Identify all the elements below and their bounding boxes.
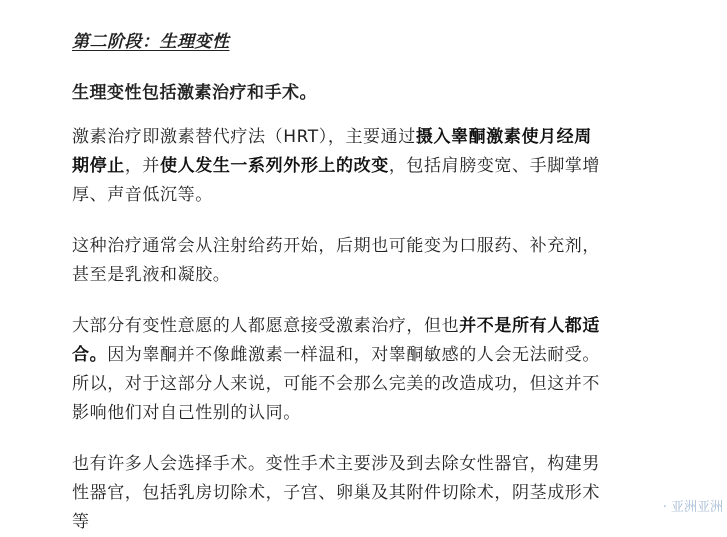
- section-heading: 第二阶段：生理变性: [72, 32, 230, 52]
- bold-text: 摄入睾酮激素使月经周: [415, 127, 592, 147]
- paragraph-line: 也有许多人会选择手术。变性手术主要涉及到去除女性器官，构建男: [72, 454, 600, 474]
- paragraph-line: 甚至是乳液和凝胶。: [72, 265, 231, 285]
- paragraph-tolerance: [72, 312, 667, 428]
- text-run: 因为睾酮并不像雌激素一样温和，对睾酮敏感的人会无法耐受。: [107, 345, 601, 365]
- text-run: ，并: [124, 156, 161, 176]
- paragraph-line: [72, 341, 667, 370]
- text-run: 大部分有变性意愿的人都愿意接受激素治疗，但也: [72, 316, 460, 336]
- paragraph-line: 性器官，包括乳房切除术，子宫、卵巢及其附件切除术，阴茎成形术: [72, 483, 600, 503]
- text-run: ，包括肩膀变宽、手脚掌增: [388, 156, 601, 176]
- paragraph-hrt: [72, 123, 667, 210]
- paragraph-line: [72, 152, 667, 181]
- watermark: · 亚洲亚洲: [662, 500, 723, 515]
- paragraph-surgery: [72, 450, 667, 537]
- text-run: 激素治疗即激素替代疗法（HRT），主要通过: [72, 127, 416, 147]
- paragraph-line: [72, 312, 667, 341]
- paragraph-line: 影响他们对自己性别的认同。: [72, 403, 301, 423]
- bold-text: 合。: [72, 345, 108, 365]
- paragraph-line: 所以，对于这部分人来说，可能不会那么完美的改造成功，但这并不: [72, 374, 600, 394]
- paragraph-line: 等: [72, 512, 90, 532]
- bold-text: 使人发生一系列外形上的改变: [160, 156, 389, 176]
- bold-text: 并不是所有人都适: [459, 316, 601, 336]
- paragraph-line: 厚、声音低沉等。: [72, 185, 213, 205]
- paragraph-line: [72, 123, 667, 152]
- lead-sentence: 生理变性包括激素治疗和手术。: [72, 83, 317, 103]
- paragraph-administration: [72, 232, 667, 290]
- bold-text: 期停止: [72, 156, 125, 176]
- paragraph-line: 这种治疗通常会从注射给药开始，后期也可能变为口服药、补充剂，: [72, 236, 600, 256]
